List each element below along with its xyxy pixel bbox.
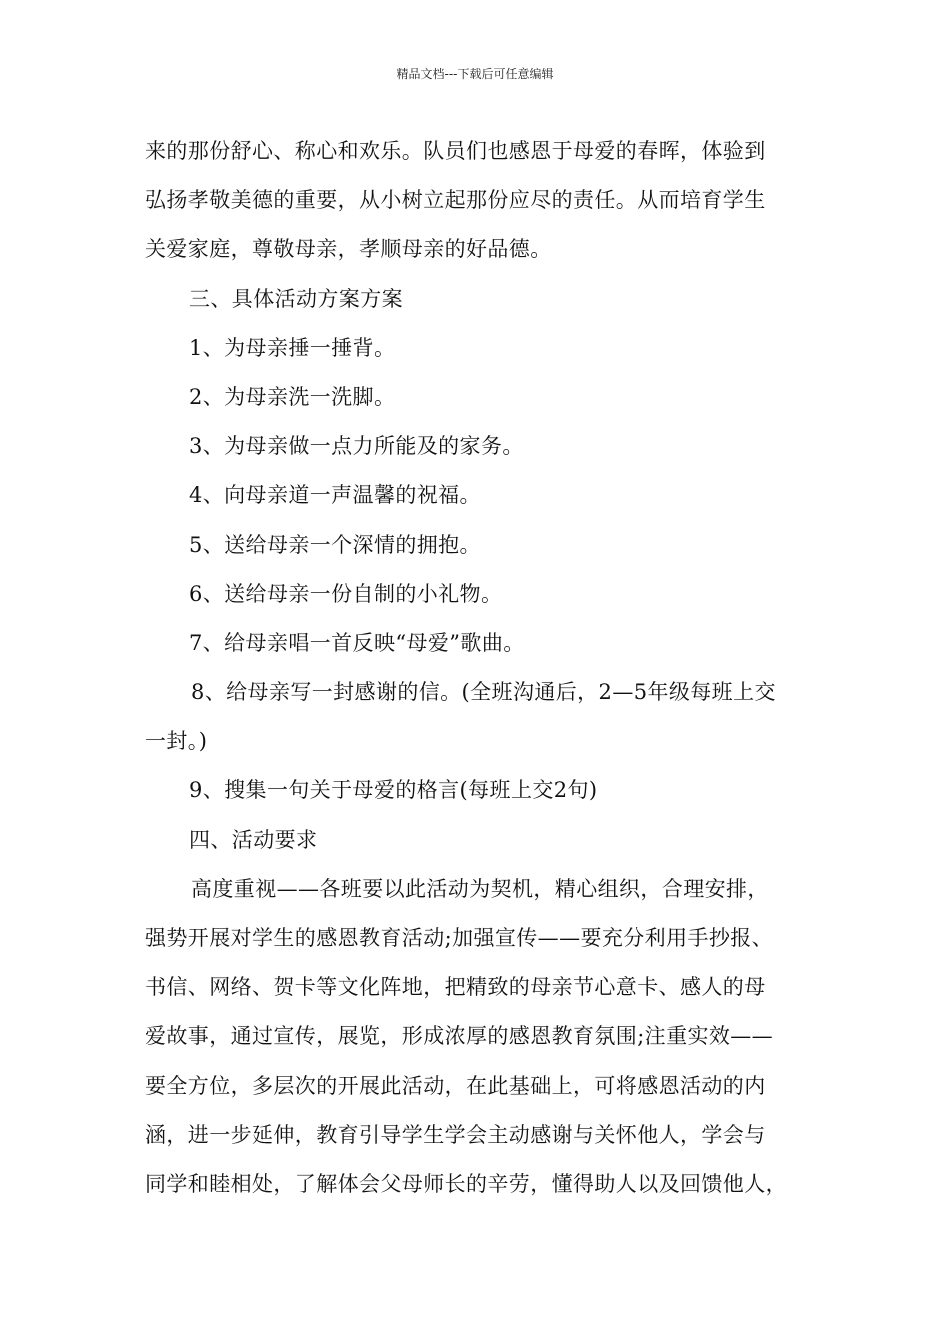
list-item: 3、为母亲做一点力所能及的家务。 (189, 434, 524, 459)
paragraph-line: 关爱家庭，尊敬母亲，孝顺母亲的好品德。 (145, 237, 552, 262)
section-heading: 四、活动要求 (189, 827, 318, 852)
list-item: 5、送给母亲一个深情的拥抱。 (189, 532, 481, 557)
paragraph-line: 来的那份舒心、称心和欢乐。队员们也感恩于母爱的春晖，体验到 (145, 139, 766, 163)
section-heading: 三、具体活动方案方案 (189, 286, 403, 311)
list-item: 1、为母亲捶一捶背。 (189, 335, 396, 360)
paragraph-line: 要全方位，多层次的开展此活动，在此基础上，可将感恩活动的内 (145, 1073, 766, 1098)
list-item: 8、给母亲写一封感谢的信。(全班沟通后，2—5年级每班上交 (191, 680, 776, 705)
list-item: 2、为母亲洗一洗脚。 (189, 384, 396, 409)
list-item: 9、搜集一句关于母爱的格言(每班上交2句) (189, 778, 598, 803)
paragraph-line: 同学和睦相处，了解体会父母师长的辛劳，懂得助人以及回馈他人， (145, 1171, 787, 1196)
list-item: 7、给母亲唱一首反映“母爱”歌曲。 (189, 630, 525, 655)
paragraph-line: 书信、网络、贺卡等文化阵地，把精致的母亲节心意卡、感人的母 (145, 975, 766, 1000)
paragraph-line: 涵，进一步延伸，教育引导学生学会主动感谢与关怀他人，学会与 (145, 1122, 766, 1147)
page-header: 精品文档---下载后可任意编辑 (396, 67, 554, 81)
paragraph-line: 一封。) (145, 729, 208, 754)
paragraph-line: 弘扬孝敬美德的重要，从小树立起那份应尽的责任。从而培育学生 (145, 188, 766, 213)
document-body (145, 133, 825, 1215)
paragraph-line: 高度重视——各班要以此活动为契机，精心组织，合理安排， (191, 876, 769, 901)
list-item: 4、向母亲道一声温馨的祝福。 (189, 483, 481, 508)
list-item: 6、送给母亲一份自制的小礼物。 (189, 581, 503, 606)
paragraph-line: 爱故事，通过宣传，展览，形成浓厚的感恩教育氛围;注重实效—— (145, 1024, 774, 1049)
paragraph-line: 强势开展对学生的感恩教育活动;加强宣传——要充分利用手抄报、 (145, 926, 774, 950)
